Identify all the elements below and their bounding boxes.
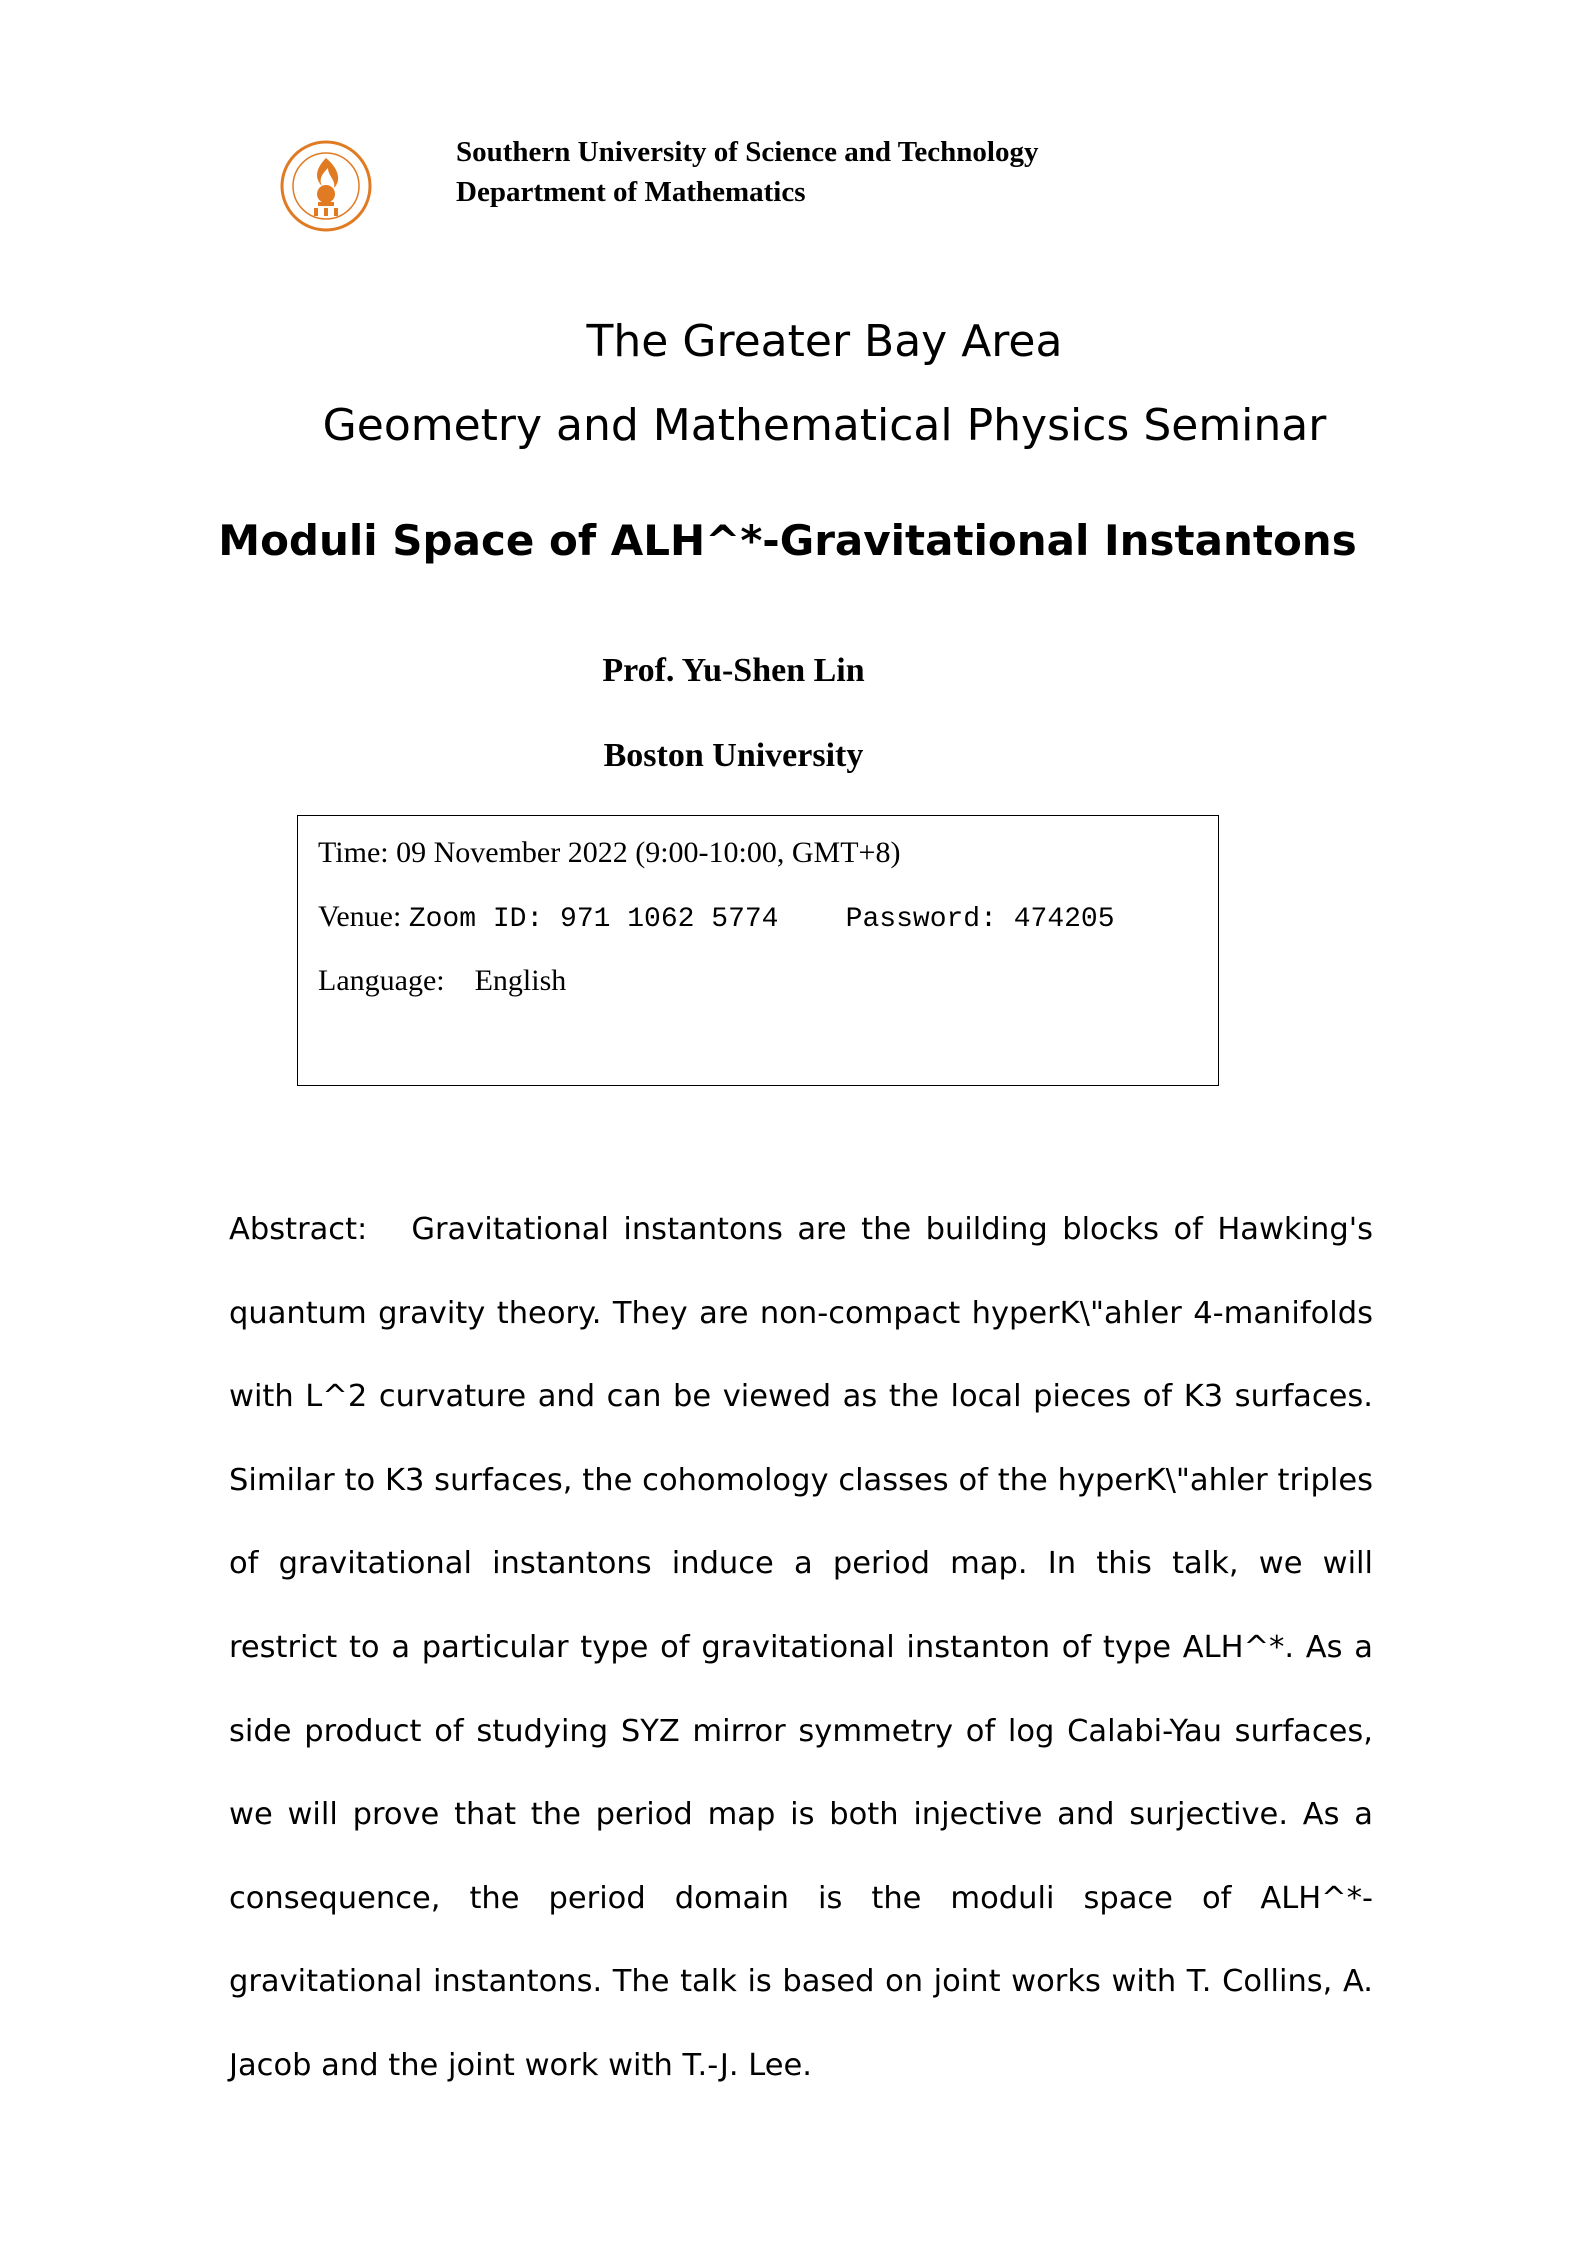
language-label: Language:	[318, 964, 445, 997]
event-details-box	[297, 815, 1219, 1086]
abstract-text: Gravitational instantons are the building blocks of Hawking's quantum gravity theory. They are non-compact hyperK\"ahler 4-manifolds with L^2 curvature and can be viewed as the local pieces of K3 surfaces. Similar to K3 surfaces, the cohomology classes of the hyperK\"ahler triples of gravitational instantons induce a period map. In this talk, we will restrict to a particular type of gravitational instanton of type ALH^*. As a side product of studying SYZ mirror symmetry of log Calabi-Yau surfaces, we will prove that the period map is both injective and surjective. As a consequence, the period domain is the moduli space of ALH^*-gravitational instantons. The talk is based on joint works with T. Collins, A. Jacob and the joint work with T.-J. Lee.	[229, 1212, 1373, 2083]
abstract	[229, 1188, 1373, 2108]
seminar-title	[0, 300, 1587, 468]
abstract-label: Abstract:	[229, 1212, 368, 1247]
speaker-affiliation-text: Boston University	[603, 737, 864, 774]
talk-title-text: Moduli Space of ALH^*-Gravitational Instantons	[218, 516, 1357, 565]
time-value: 09 November 2022 (9:00-10:00, GMT+8)	[396, 836, 901, 869]
seminar-title-line1: The Greater Bay Area	[586, 316, 1063, 367]
language-value: English	[474, 964, 567, 997]
university-name: Southern University of Science and Technology	[456, 136, 1039, 168]
university-seal-icon	[280, 140, 372, 232]
speaker-affiliation	[0, 737, 1587, 775]
talk-title	[0, 516, 1587, 565]
institution-header	[456, 132, 1038, 212]
time-label: Time:	[318, 836, 389, 869]
language-row	[318, 964, 566, 998]
time-row	[318, 836, 900, 870]
department-name: Department of Mathematics	[456, 176, 806, 208]
speaker-name	[0, 652, 1587, 690]
venue-label: Venue:	[318, 900, 402, 933]
venue-value: Zoom ID: 971 1062 5774 Password: 474205	[408, 904, 1115, 935]
venue-row	[318, 900, 1115, 935]
seminar-title-line2: Geometry and Mathematical Physics Seminar	[322, 400, 1327, 451]
speaker-name-text: Prof. Yu-Shen Lin	[602, 652, 865, 689]
